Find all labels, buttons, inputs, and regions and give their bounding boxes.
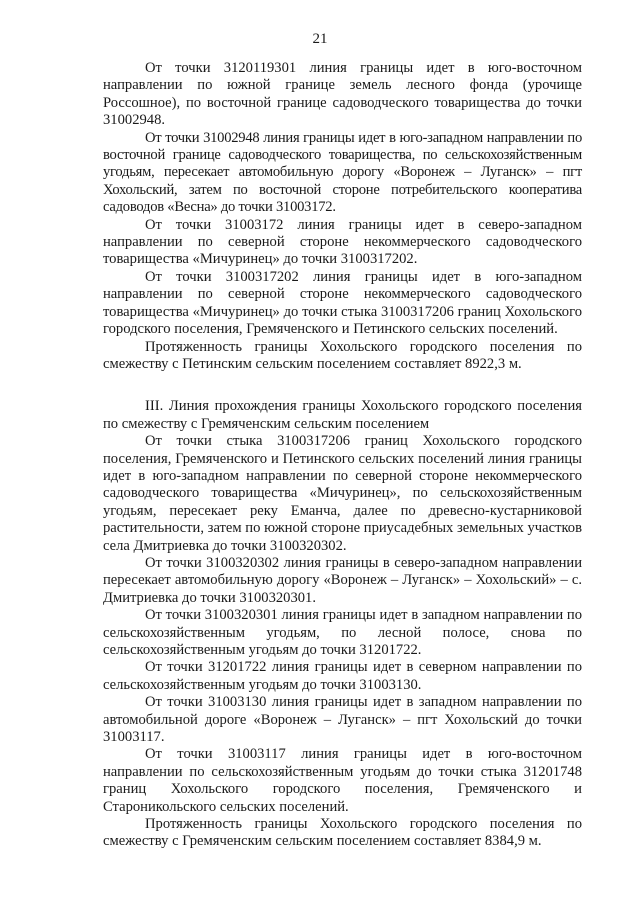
paragraph: От точки 31003130 линия границы идет в западном направлении по автомобильной дороге «Воронеж – Луганск» – пгт Хохольский до точки 31003117. [103,694,582,746]
paragraph: От точки 3100320302 линия границы в северо-западном направлении пересекает автомобильную дорогу «Воронеж – Луганск» – Хохольский» – с. Дмитриевка до точки 3100320301. [103,554,582,606]
paragraph: От точки 3120119301 линия границы идет в юго-восточном направлении по южной границе земель лесного фонда (урочище Россошное), по восточной границе садоводческого товарищества до точки 31002948. [103,60,582,129]
section-spacer [103,373,582,398]
paragraph: Протяженность границы Хохольского городского поселения по смежеству с Гремяченским сельским поселением составляет 8384,9 м. [103,816,582,850]
paragraph: Протяженность границы Хохольского городского поселения по смежеству с Петинским сельским поселением составляет 8922,3 м. [103,338,582,372]
paragraph: От точки 3100320301 линия границы идет в западном направлении по сельскохозяйственным угодьям, по лесной полосе, снова по сельскохозяйственным угодьям до точки 31201722. [103,607,582,658]
paragraph: От точки 31003117 линия границы идет в юго-восточном направлении по сельскохозяйственным угодьям до точки стыка 31201748 границ Хохольского городского поселения, Гремяченского и Староникольского сельских поселений. [103,746,582,815]
paragraph: От точки 31002948 линия границы идет в юго-западном направлении по восточной границе садоводческого товарищества, по сельскохозяйственным угодьям, пересекает автомобильную дорогу «Воронеж – Луганск» – пгт Хохольский, затем по восточной стороне потребительского кооператива садоводов «Весна» до точки 31003172. [103,129,582,216]
document-body [103,60,582,851]
paragraph: От точки стыка 3100317206 границ Хохольского городского поселения, Гремяченского и Петинского сельских поселений линия границы идет в юго-западном направлении по северной стороне некоммерческого садоводческого товарищества «Мичуринец», по сельскохозяйственным угодьям, пересекает реку Еманча, далее по древесно-кустарниковой растительности, затем по южной стороне приусадебных земельных участков села Дмитриевка до точки 3100320302. [103,433,582,554]
paragraph: От точки 31201722 линия границы идет в северном направлении по сельскохозяйственным угодьям до точки 31003130. [103,659,582,693]
page-number: 21 [312,31,328,47]
paragraph: От точки 3100317202 линия границы идет в юго-западном направлении по северной стороне некоммерческого садоводческого товарищества «Мичуринец» до точки стыка 3100317206 границ Хохольского городского поселения, Гремяченского и Петинского сельских поселений. [103,268,582,338]
section-heading: III. Линия прохождения границы Хохольского городского поселения по смежеству с Гремяченским сельским поселением [103,398,582,432]
paragraph: От точки 31003172 линия границы идет в северо-западном направлении по северной стороне некоммерческого садоводческого товарищества «Мичуринец» до точки 3100317202. [103,216,582,268]
